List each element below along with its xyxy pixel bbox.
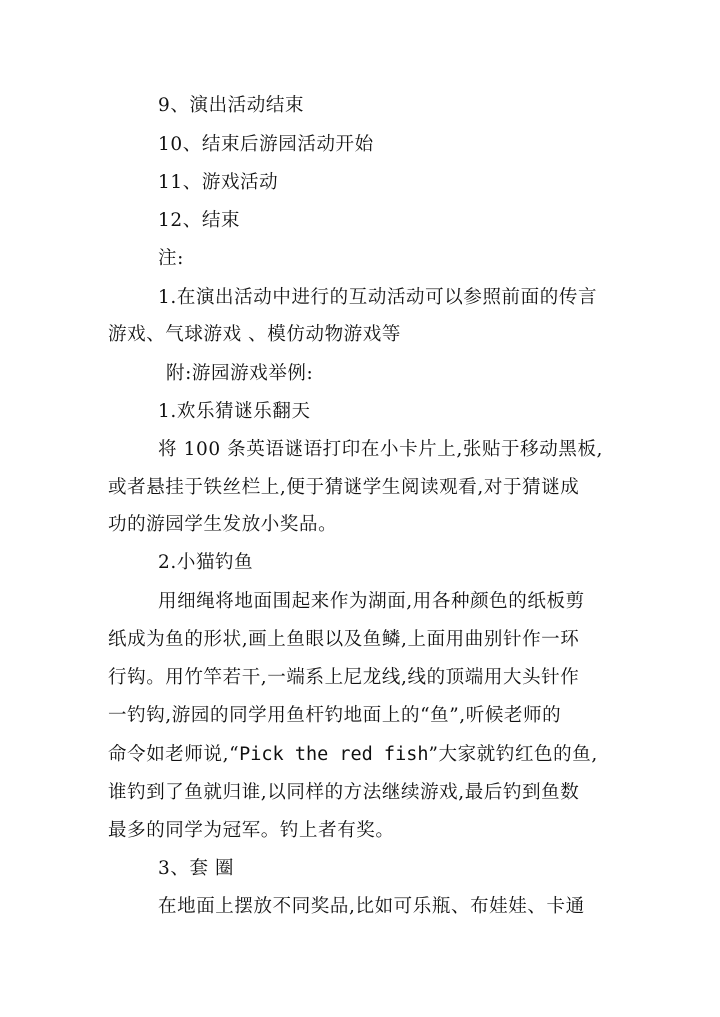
game-2-paragraph-line: 行钩。用竹竿若干,一端系上尼龙线,线的顶端用大头针作 (108, 667, 580, 688)
note-heading: 注: (158, 248, 184, 269)
list-item-10: 10、结束后游园活动开始 (158, 134, 374, 155)
game-2-paragraph-line: 纸成为鱼的形状,画上鱼眼以及鱼鳞,上面用曲别针作一环 (108, 629, 580, 650)
appendix-heading: 附:游园游戏举例: (166, 363, 314, 384)
list-item-11: 11、游戏活动 (158, 172, 279, 193)
text-run: 命令如老师说,“ (108, 744, 240, 765)
game-2-paragraph-line: 谁钓到了鱼就归谁,以同样的方法继续游戏,最后钓到鱼数 (108, 782, 580, 803)
game-1-paragraph-line: 或者悬挂于铁丝栏上,便于猜谜学生阅读观看,对于猜谜成 (108, 477, 580, 498)
game-2-title: 2.小猫钓鱼 (158, 552, 254, 573)
game-3-paragraph-line: 在地面上摆放不同奖品,比如可乐瓶、布娃娃、卡通 (158, 896, 585, 917)
list-item-12: 12、结束 (158, 210, 241, 231)
game-1-paragraph-line: 功的游园学生发放小奖品。 (108, 514, 338, 535)
game-3-title: 3、套 圈 (158, 858, 235, 879)
note-paragraph-line: 1.在演出活动中进行的互动活动可以参照前面的传言 (158, 287, 598, 308)
game-2-paragraph-line: 用细绳将地面围起来作为湖面,用各种颜色的纸板剪 (158, 591, 585, 612)
game-2-paragraph-line: 一钓钩,游园的同学用鱼杆钓地面上的“鱼”,听候老师的 (108, 705, 562, 726)
game-2-paragraph-line: 最多的同学为冠军。钓上者有奖。 (108, 820, 395, 841)
game-2-paragraph-line (0, 736, 720, 774)
game-1-paragraph-line: 将 100 条英语谜语打印在小卡片上,张贴于移动黑板, (158, 439, 604, 460)
game-1-title: 1.欢乐猜谜乐翻天 (158, 401, 311, 422)
list-item-9: 9、演出活动结束 (158, 95, 305, 116)
note-paragraph-line: 游戏、气球游戏 、模仿动物游戏等 (108, 324, 401, 345)
english-phrase: Pick the red fish (239, 744, 429, 765)
text-run: ”大家就钓红色的鱼, (428, 744, 598, 765)
